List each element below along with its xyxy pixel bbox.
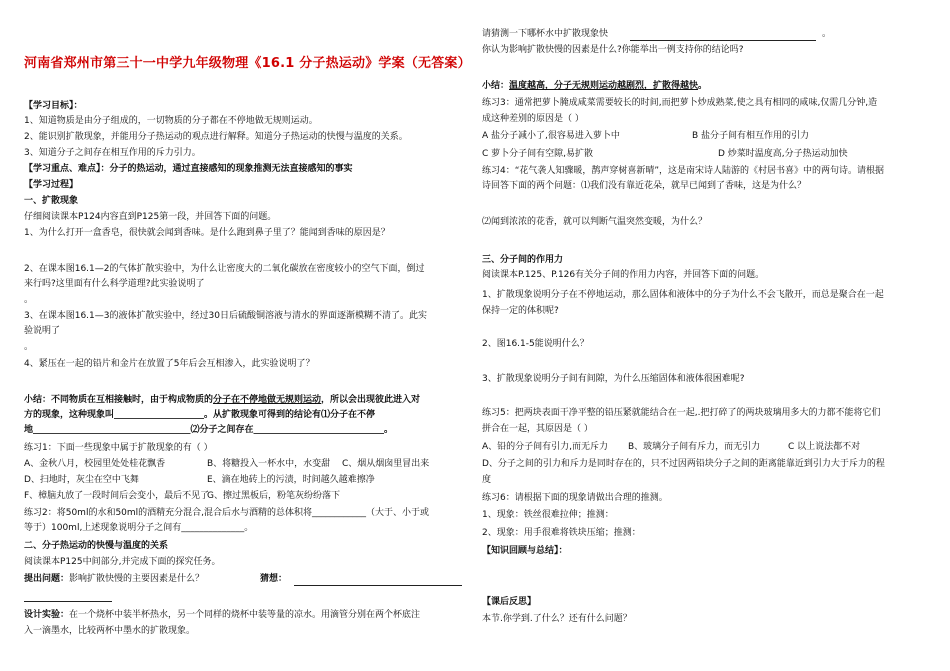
reflection-question: 本节.你学到.了什么？还有什么问题？ bbox=[482, 614, 632, 624]
exercise-1-option-b: B、将糖投入一杯水中，水变甜 bbox=[207, 459, 331, 469]
exercise-1-option-c: C、烟从烟囱里冒出来 bbox=[342, 459, 430, 469]
section-1-heading: 一、扩散现象 bbox=[24, 196, 79, 206]
exercise-4-line-2: 诗回答下面的两个问题：⑴我们没有靠近花朵，就早已闻到了香味，这是为什么？ bbox=[482, 181, 807, 191]
right-factor-question: 你认为影响扩散快慢的因素是什么?你能举出一例支持你的结论吗? bbox=[482, 45, 744, 55]
exercise-3-line-1: 练习3：通常把萝卜腌成咸菜需要较长的时间,而把萝卜炒成熟菜,使之具有相同的咸味,仅需几分钟,造 bbox=[482, 98, 878, 108]
design-line-2: 入一滴墨水，比较两杯中墨水的扩散现象。 bbox=[24, 626, 196, 636]
exercise-4-line-3: ⑵闻到浓浓的花香，就可以判断气温突然变暖，为什么？ bbox=[482, 217, 708, 227]
question-1: 1、为什么打开一盒香皂，很快就会闻到香味。是什么跑到鼻子里了？能闻到香味的原因是？ bbox=[24, 228, 390, 238]
exercise-1: 练习1：下面一些现象中属于扩散现象的有（ ） bbox=[24, 443, 213, 453]
exercise-3-option-d: D 炒菜时温度高,分子热运动加快 bbox=[718, 149, 848, 159]
question-3-1-line-1: 1、扩散现象说明分子在不停地运动，那么固体和液体中的分子为什么不会飞散开，而总是聚合在一起 bbox=[482, 290, 884, 300]
guess-answer-line-2 bbox=[24, 601, 112, 602]
exercise-5-option-d-line-2: 度 bbox=[482, 475, 492, 485]
question-3-2: 2、图16.1-5能说明什么？ bbox=[482, 339, 589, 349]
problem-row: 提出问题：影响扩散快慢的主要因素是什么？ bbox=[24, 574, 205, 584]
right-guess-question: 请猜测一下哪杯水中扩散现象快 bbox=[482, 29, 609, 39]
right-guess-end: 。 bbox=[822, 29, 832, 39]
exercise-3-option-c: C 萝卜分子间有空隙,易扩散 bbox=[482, 149, 594, 159]
exercise-2-line-2: 等于）100ml,上述现象说明分子之间有______________。 bbox=[24, 523, 254, 533]
review-heading: 【知识回顾与总结】： bbox=[482, 546, 568, 556]
exercise-1-option-a: A、金秋八月，校园里处处桂花飘香 bbox=[24, 459, 166, 469]
guess-label: 猜想： bbox=[260, 574, 288, 584]
exercise-1-option-e: E、滴在地砖上的污渍，时间越久越难擦净 bbox=[207, 475, 375, 485]
right-guess-answer-line bbox=[630, 40, 816, 41]
exercise-6: 练习6：请根据下面的现象请做出合理的推测。 bbox=[482, 493, 668, 503]
question-4: 4、紧压在一起的铅片和金片在放置了5年后会互相渗入，此实验说明了？ bbox=[24, 359, 315, 369]
reading-task-3: 阅读课本P.125、P.126有关分子间的作用力内容，并回答下面的问题。 bbox=[482, 270, 765, 280]
design-line-1: 设计实验：在一个烧杯中装半杯热水，另一个同样的烧杯中装等量的凉水。用滴管分别在两个杯底注 bbox=[24, 610, 421, 620]
goal-1: 1、知道物质是由分子组成的，一切物质的分子都在不停地做无规则运动。 bbox=[24, 116, 318, 126]
reading-task-2: 阅读课本P125中间部分,并完成下面的探究任务。 bbox=[24, 557, 221, 567]
summary-line-2: 方的现象，这种现象叫____________________。从扩散现象可得到的结论有⑴分子在不停 bbox=[24, 410, 376, 420]
exercise-3-option-a: A 盐分子减小了,很容易进入萝卜中 bbox=[482, 131, 620, 141]
exercise-5-option-a: A、铅的分子间有引力,而无斥力 bbox=[482, 442, 609, 452]
summary-2: 小结：温度越高，分子无规则运动越剧烈，扩散得越快。 bbox=[482, 81, 708, 91]
exercise-5-option-d-line-1: D、分子之间的引力和斥力是同时存在的，只不过因两铅块分子之间的距离能靠近到引力大于斥力的程 bbox=[482, 459, 885, 469]
question-2-line-1: 2、在课本图16.1—2的气体扩散实验中，为什么让密度大的二氧化碳放在密度较小的空气下面，倒过 bbox=[24, 264, 425, 274]
summary-line-3: 地___________________________________⑵分子之间存在_____________________________。 bbox=[24, 425, 394, 435]
question-2-end: 。 bbox=[24, 295, 34, 305]
section-2-heading: 二、分子热运动的快慢与温度的关系 bbox=[24, 541, 169, 551]
question-2-line-2: 来行吗?这里面有什么科学道理?此实验说明了 bbox=[24, 279, 205, 289]
page-title: 河南省郑州市第三十一中学九年级物理《16.1 分子热运动》学案（无答案） bbox=[24, 56, 471, 71]
exercise-3-line-2: 成这种差别的原因是（ ） bbox=[482, 114, 584, 124]
guess-answer-line bbox=[294, 585, 462, 586]
exercise-2-line-1: 练习2：将50ml的水和50ml的酒精充分混合,混合后水与酒精的总体积将____________（大于、小于或 bbox=[24, 508, 430, 518]
exercise-6-item-1: 1、现象：铁丝很难拉伸；推测： bbox=[482, 510, 614, 520]
question-3-3: 3、扩散现象说明分子间有间隙，为什么压缩固体和液体很困难呢? bbox=[482, 374, 745, 384]
goal-3: 3、知道分子之间存在相互作用的斥力引力。 bbox=[24, 148, 201, 158]
exercise-4-line-1: 练习4：“花气袭人知骤暖，鹊声穿树喜新晴”，这是南宋诗人陆游的《村居书喜》中的两句诗。请根据 bbox=[482, 166, 885, 176]
exercise-5-option-c: C 以上说法都不对 bbox=[788, 442, 861, 452]
question-3-line-2: 验说明了 bbox=[24, 326, 61, 336]
question-3-end: 。 bbox=[24, 342, 34, 352]
summary-line-1: 小结：不同物质在互相接触时，由于构成物质的分子在不停地做无规则运动，所以会出现彼此进入对 bbox=[24, 395, 421, 405]
exercise-1-option-g: G、擦过黑板后，粉笔灰纷纷落下 bbox=[207, 491, 340, 501]
section-3-heading: 三、分子间的作用力 bbox=[482, 255, 564, 265]
question-3-1-line-2: 保持一定的体积呢? bbox=[482, 306, 559, 316]
goal-2: 2、能识别扩散现象，并能用分子热运动的观点进行解释。知道分子热运动的快慢与温度的关系。 bbox=[24, 132, 408, 142]
exercise-5-line-2: 拼合在一起，其原因是（ ） bbox=[482, 424, 593, 434]
exercise-6-item-2: 2、现象：用手很难将铁块压缩；推测： bbox=[482, 528, 641, 538]
question-3-line-1: 3、在课本图16.1—3的液体扩散实验中，经过30日后硫酸铜溶液与清水的界面逐渐模糊不清了。此实 bbox=[24, 311, 427, 321]
reading-task-1: 仔细阅读课本P124内容直到P125第一段，并回答下面的问题。 bbox=[24, 212, 277, 222]
goals-heading: 【学习目标】： bbox=[24, 101, 83, 111]
process-heading: 【学习过程】 bbox=[24, 180, 79, 190]
exercise-1-option-d: D、扫地时，灰尘在空中飞舞 bbox=[24, 475, 139, 485]
key-points: 【学习重点、难点】：分子的热运动，通过直接感知的现象推测无法直接感知的事实 bbox=[24, 164, 353, 174]
exercise-3-option-b: B 盐分子间有相互作用的引力 bbox=[692, 131, 810, 141]
exercise-5-line-1: 练习5：把两块表面干净平整的铅压紧就能结合在一起,.把打碎了的两块玻璃用多大的力都不能将它们 bbox=[482, 408, 881, 418]
exercise-5-option-b: B、玻璃分子间有斥力，而无引力 bbox=[628, 442, 761, 452]
reflection-heading: 【课后反思】 bbox=[482, 597, 537, 607]
exercise-1-option-f: F、樟脑丸放了一段时间后会变小，最后不见了 bbox=[24, 491, 210, 501]
